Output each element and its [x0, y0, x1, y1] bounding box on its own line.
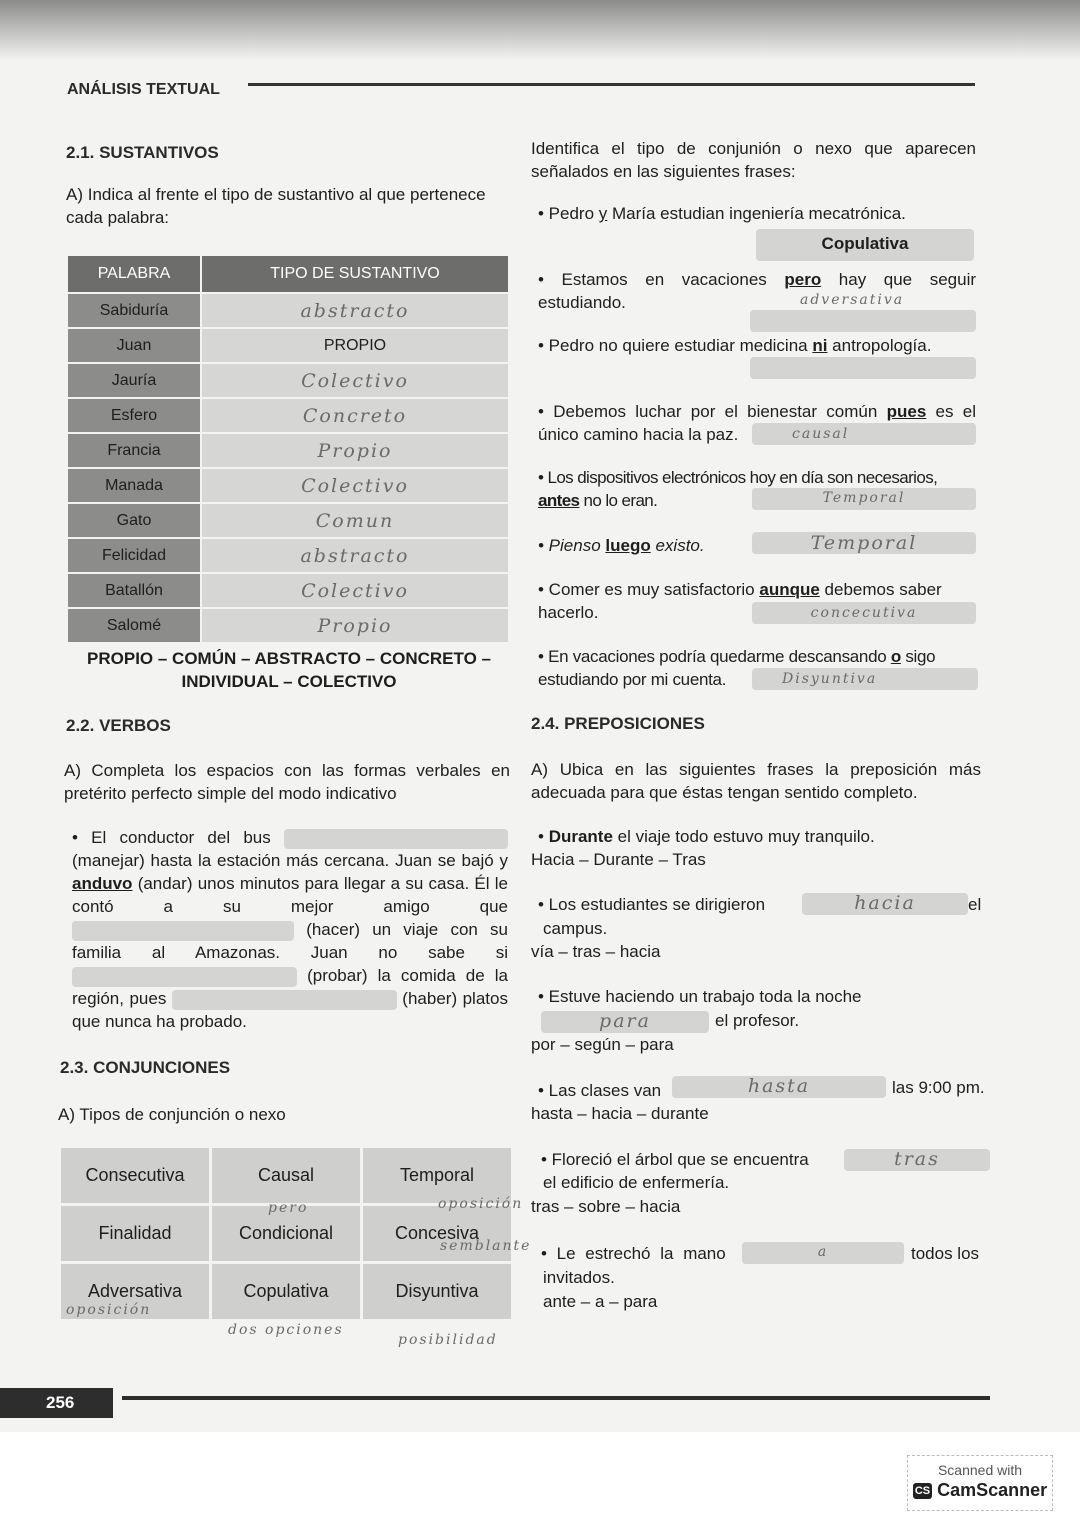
answer-field[interactable]: Disyuntiva	[752, 668, 978, 690]
scan-shadow	[0, 0, 1080, 60]
answer-field[interactable]	[750, 357, 976, 379]
handwritten-answer[interactable]: Propio	[317, 614, 393, 637]
answer-field[interactable]: Temporal	[752, 488, 976, 510]
answer-field[interactable]: Copulativa	[756, 229, 974, 261]
prep-item: • Durante el viaje todo estuvo muy tranquilo.	[538, 827, 875, 846]
prep-options: hasta – hacia – durante	[531, 1104, 709, 1123]
word: Batallón	[67, 573, 201, 608]
handwritten-answer[interactable]: Colectivo	[301, 474, 409, 497]
note-oposicion-top: oposición	[438, 1196, 524, 1212]
preposiciones-instruction: A) Ubica en las siguientes frases la preposición más adecuada para que éstas tengan sentido completo.	[531, 760, 981, 802]
type-cell: Concesiva	[362, 1205, 513, 1263]
prep-text: el	[968, 895, 982, 914]
handwritten-answer: adversativa	[800, 292, 905, 308]
handwritten-answer[interactable]: abstracto	[300, 299, 410, 322]
prep-text: • Estuve haciendo un trabajo toda la noche	[538, 987, 862, 1006]
type-cell: Adversativa	[60, 1263, 211, 1321]
table-row	[67, 503, 509, 538]
note-dos-opciones: dos opciones	[228, 1322, 344, 1338]
table-row	[67, 608, 509, 643]
blank-hacer[interactable]	[72, 921, 294, 941]
verbos-paragraph: • El conductor del bus (manejar) hasta la estación más cercana. Juan se bajó y anduvo (andar) unos minutos para llegar a su casa. Él le contó a su mejor amigo que (hacer) un viaje con su familia al Amazonas. Juan no sabe si (probar) la comida de la región, pues (haber) platos que nunca ha probado.	[72, 828, 508, 1031]
footer-rule	[122, 1396, 990, 1400]
word: Gato	[67, 503, 201, 538]
printed-answer: PROPIO	[201, 328, 509, 363]
sustantivos-instruction: A) Indica al frente el tipo de sustantivo al que pertenece cada palabra:	[66, 185, 486, 227]
options-line: PROPIO – COMÚN – ABSTRACTO – CONCRETO –	[87, 649, 491, 668]
verbos-title: 2.2. VERBOS	[66, 716, 171, 735]
table-row	[67, 573, 509, 608]
table-row	[67, 398, 509, 433]
scanner-label: Scanned with	[937, 1462, 1023, 1478]
prep-text: • Los estudiantes se dirigieron	[538, 895, 766, 914]
nexo-item: • Los dispositivos electrónicos hoy en día son necesarios, antes no lo eran.	[538, 468, 938, 510]
nexo-item: • Pienso luego existo.	[538, 536, 705, 555]
handwritten-answer[interactable]: Comun	[315, 509, 395, 532]
nexo-item: • En vacaciones podría quedarme descansando o sigo estudiando por mi cuenta.	[538, 647, 936, 689]
sustantivos-table	[66, 254, 510, 644]
prep-text: campus.	[543, 919, 608, 938]
table-row	[67, 363, 509, 398]
scanner-brand: CamScanner	[937, 1480, 1048, 1500]
nexo-item: • Comer es muy satisfactorio aunque debemos saber hacerlo.	[538, 580, 942, 622]
prep-options: vía – tras – hacia	[531, 942, 661, 961]
conjunction-types-grid	[58, 1145, 514, 1322]
blank-probar[interactable]	[72, 967, 297, 987]
table-row	[67, 538, 509, 573]
handwritten-answer[interactable]: Colectivo	[301, 579, 409, 602]
type-cell: Disyuntiva	[362, 1263, 513, 1321]
prep-text: las 9:00 pm.	[892, 1078, 985, 1097]
answer-field[interactable]: concecutiva	[752, 602, 976, 624]
word: Salomé	[67, 608, 201, 643]
handwritten-answer[interactable]: Colectivo	[301, 369, 409, 392]
prep-text: • Las clases van	[538, 1081, 662, 1100]
answer-field[interactable]: a	[742, 1242, 904, 1264]
answer-field[interactable]: hacia	[802, 893, 968, 915]
prep-options: por – según – para	[531, 1035, 674, 1054]
note-pero: pero	[268, 1200, 309, 1216]
nexo-item: • Pedro no quiere estudiar medicina ni antropología.	[538, 336, 932, 355]
header-rule	[248, 83, 975, 86]
nexo-item: • Debemos luchar por el bienestar común pues es el único camino hacia la paz.	[538, 402, 976, 444]
answer-field[interactable]: Temporal	[752, 532, 976, 554]
type-cell: Causal	[211, 1147, 362, 1205]
word: Manada	[67, 468, 201, 503]
answer-andar: anduvo	[72, 874, 133, 893]
note-oposicion: oposición	[66, 1302, 152, 1318]
type-cell: Consecutiva	[60, 1147, 211, 1205]
prep-options: tras – sobre – hacia	[531, 1197, 681, 1216]
preposiciones-title: 2.4. PREPOSICIONES	[531, 714, 705, 733]
options-line: INDIVIDUAL – COLECTIVO	[181, 672, 397, 691]
prep-text: todos los	[911, 1244, 980, 1263]
section-header: ANÁLISIS TEXTUAL	[67, 81, 220, 98]
word: Esfero	[67, 398, 201, 433]
page-number: 256	[0, 1388, 113, 1418]
table-row	[67, 433, 509, 468]
handwritten-answer[interactable]: abstracto	[300, 544, 410, 567]
table-row	[67, 328, 509, 363]
word: Jauría	[67, 363, 201, 398]
word: Felicidad	[67, 538, 201, 573]
blank-haber[interactable]	[172, 990, 397, 1010]
camscanner-logo-icon: CS	[914, 1485, 931, 1498]
nexos-instruction: Identifica el tipo de conjunión o nexo que aparecen señalados en las siguientes frases:	[531, 139, 976, 181]
answer-field[interactable]: hasta	[672, 1076, 886, 1098]
prep-text: el profesor.	[715, 1011, 800, 1030]
blank-manejar[interactable]	[284, 829, 508, 849]
type-cell: Condicional	[211, 1205, 362, 1263]
answer-field[interactable]	[750, 310, 976, 332]
prep-options: ante – a – para	[543, 1292, 658, 1311]
nexo-item: • Estamos en vacaciones pero hay que seguir estudiando.	[538, 270, 977, 312]
answer-field[interactable]: tras	[844, 1149, 990, 1171]
conjunciones-instruction: A) Tipos de conjunción o nexo	[58, 1105, 286, 1124]
prep-text: • Le estrechó la mano	[541, 1244, 726, 1263]
handwritten-answer[interactable]: Propio	[317, 439, 393, 462]
table-row	[67, 468, 509, 503]
nexo-item: • Pedro y María estudian ingeniería mecatrónica.	[538, 204, 906, 223]
type-cell: Copulativa	[211, 1263, 362, 1321]
answer-field[interactable]: para	[541, 1011, 709, 1033]
answer-field[interactable]: causal	[752, 423, 976, 445]
word: Juan	[67, 328, 201, 363]
col-header: PALABRA	[67, 255, 201, 293]
note-posibilidad: posibilidad	[398, 1332, 498, 1348]
prep-text: • Floreció el árbol que se encuentra	[541, 1150, 809, 1169]
note-semblante: semblante	[440, 1238, 532, 1254]
type-cell: Temporal	[362, 1147, 513, 1205]
table-row	[67, 293, 509, 328]
camscanner-badge	[907, 1455, 1053, 1511]
col-header: TIPO DE SUSTANTIVO	[201, 255, 509, 293]
prep-text: el edificio de enfermería.	[543, 1173, 730, 1192]
sustantivos-title: 2.1. SUSTANTIVOS	[66, 143, 219, 162]
word: Sabiduría	[67, 293, 201, 328]
prep-text: invitados.	[543, 1268, 615, 1287]
type-cell: Finalidad	[60, 1205, 211, 1263]
word: Francia	[67, 433, 201, 468]
prep-options: Hacia – Durante – Tras	[531, 850, 706, 869]
verbos-instruction: A) Completa los espacios con las formas verbales en pretérito perfecto simple del modo indicativo	[64, 761, 510, 803]
handwritten-answer[interactable]: Concreto	[302, 404, 408, 427]
conjunciones-title: 2.3. CONJUNCIONES	[60, 1058, 231, 1077]
